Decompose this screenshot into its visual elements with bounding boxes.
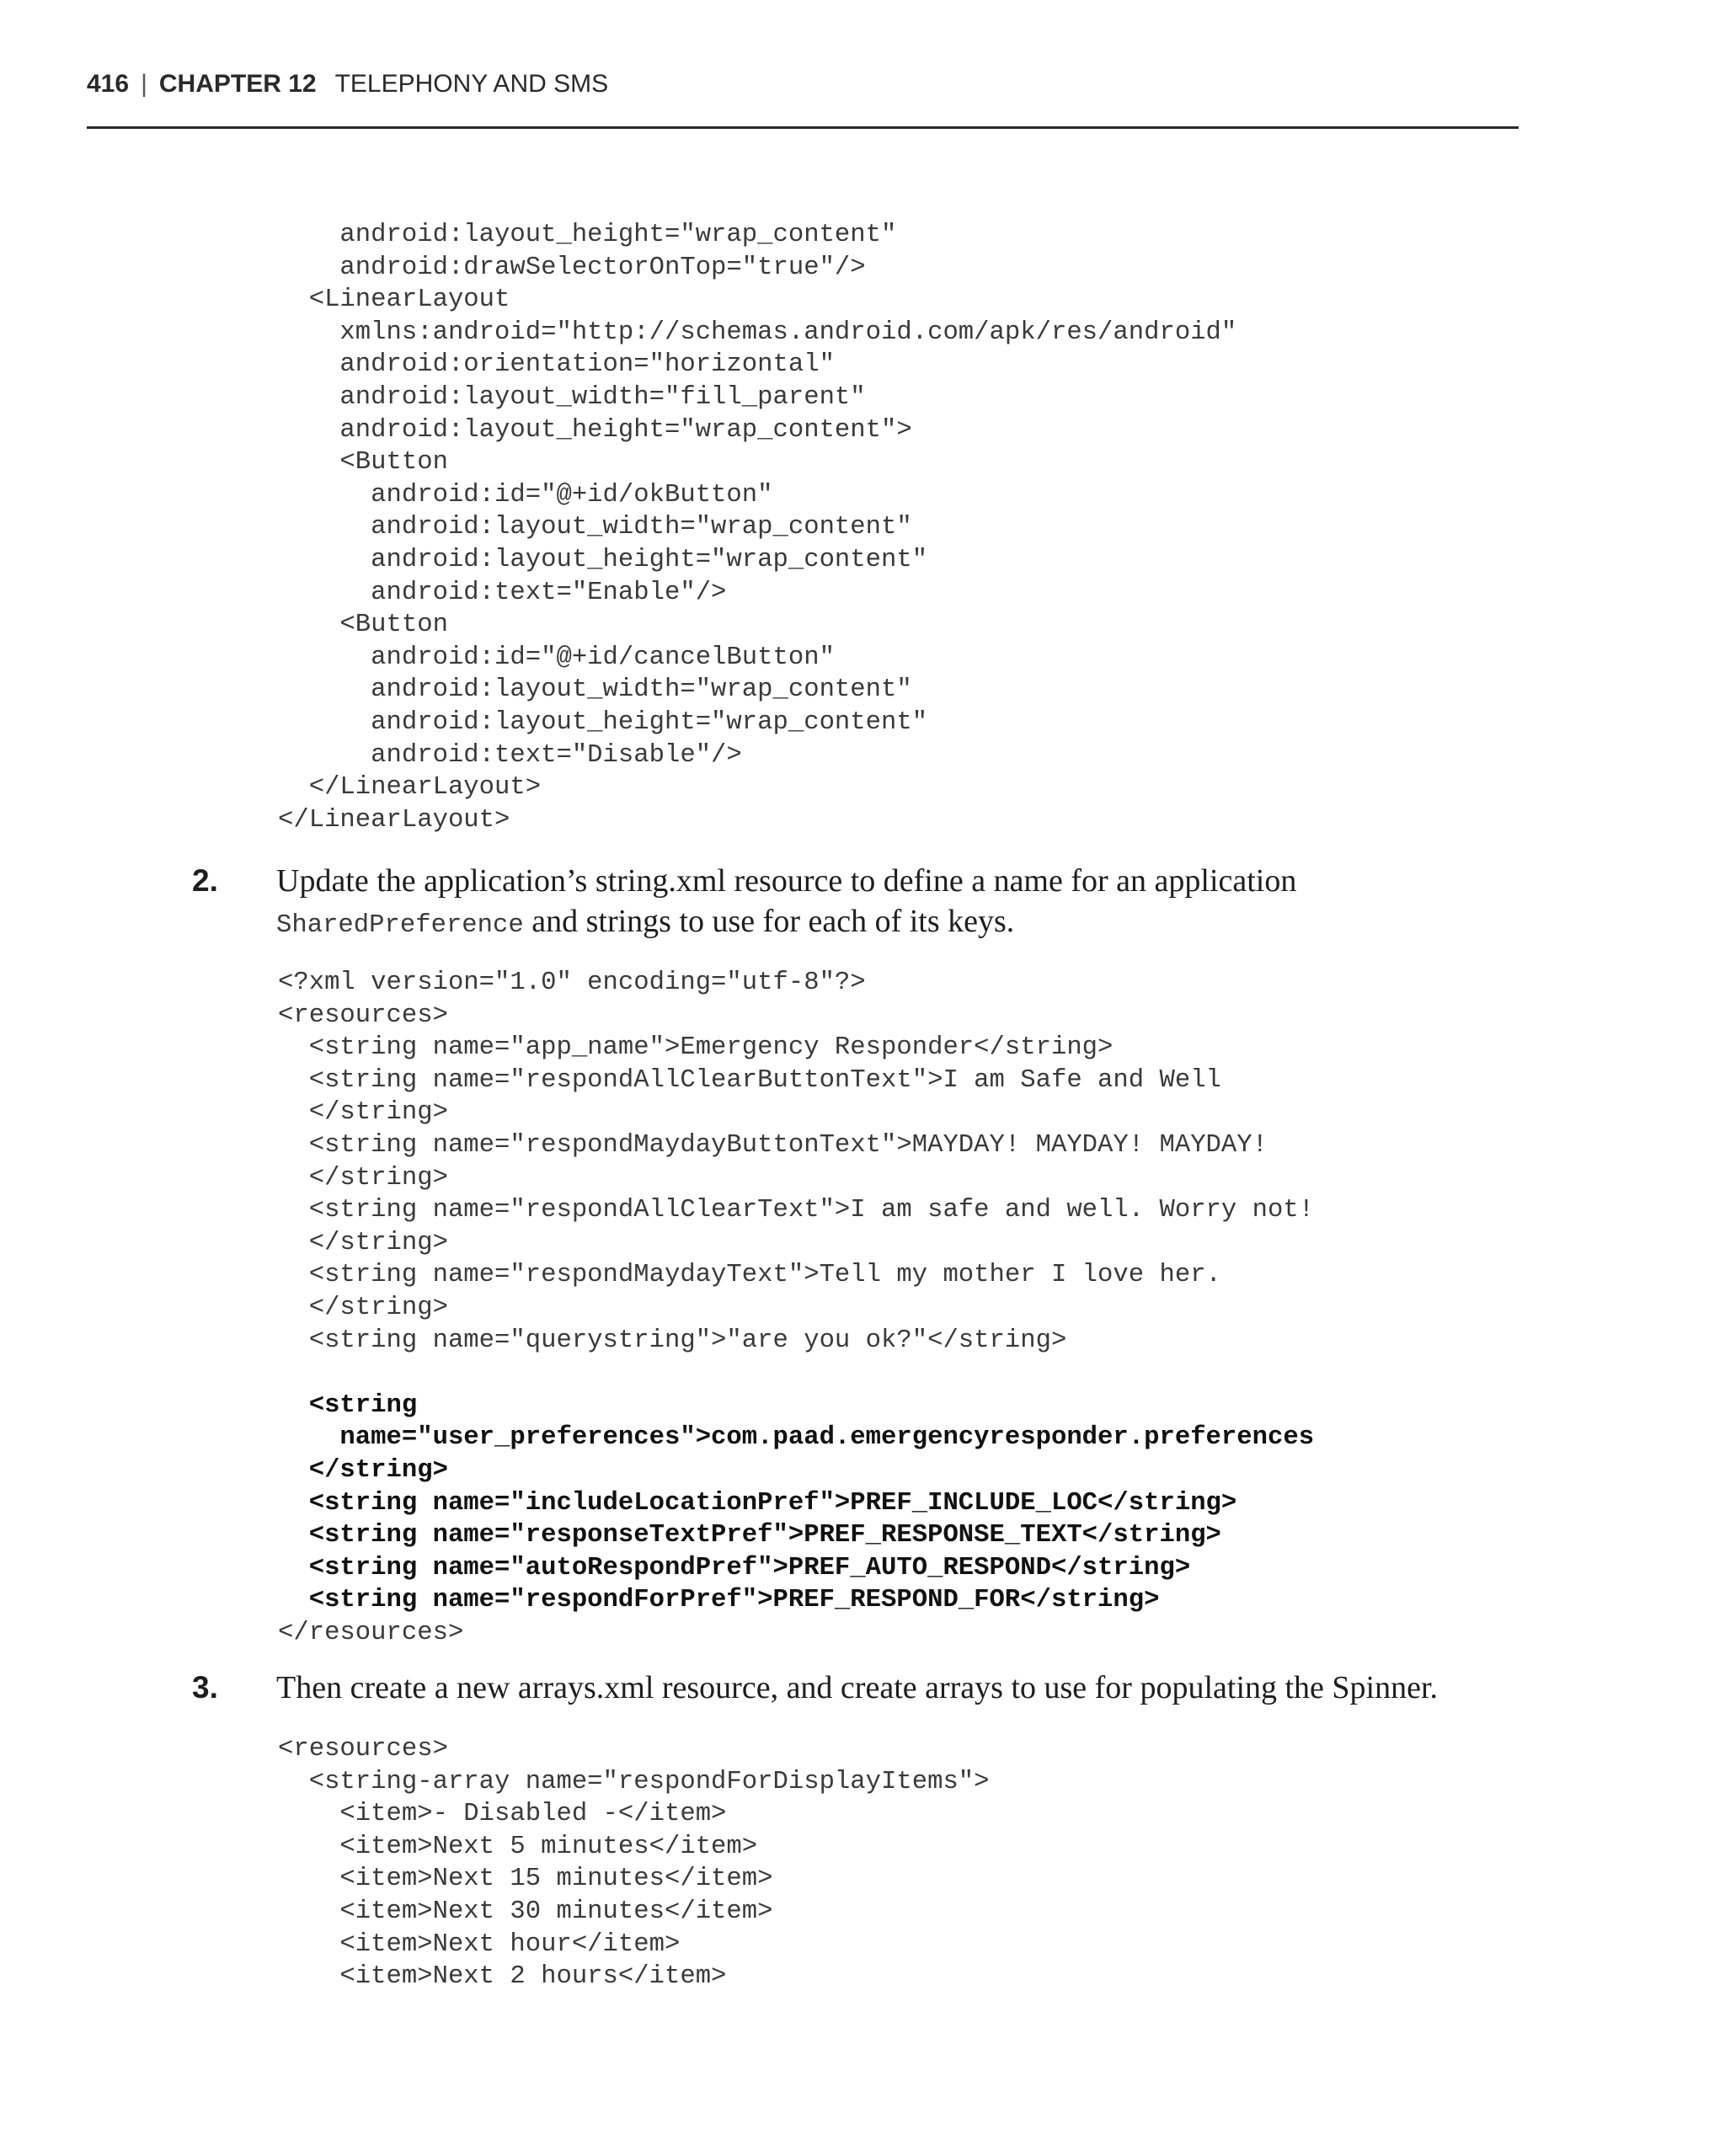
code-line: android:layout_height="wrap_content" bbox=[278, 707, 928, 737]
code-line: <resources> bbox=[278, 1001, 448, 1030]
header-rule bbox=[87, 126, 1519, 129]
code-line: android:layout_height="wrap_content" bbox=[278, 221, 897, 249]
code-block-arrays-xml bbox=[278, 1733, 990, 1993]
code-line: android:text="Enable"/> bbox=[278, 578, 727, 607]
code-line-highlighted: </string> bbox=[278, 1455, 448, 1485]
code-line: <item>Next 5 minutes</item> bbox=[278, 1832, 758, 1861]
step-2-text-after: and strings to use for each of its keys. bbox=[523, 904, 1015, 939]
code-line: <string name="respondMaydayText">Tell my mother I love her. bbox=[278, 1261, 1221, 1290]
code-line: android:id="@+id/okButton" bbox=[278, 480, 773, 510]
code-line: <string name="respondMaydayButtonText">MAYDAY! MAYDAY! MAYDAY! bbox=[278, 1130, 1268, 1160]
step-number-2: 2. bbox=[192, 863, 218, 898]
code-line: <item>Next hour</item> bbox=[278, 1929, 681, 1959]
code-line: <Button bbox=[278, 448, 448, 478]
code-line: xmlns:android="http://schemas.android.com/apk/res/android" bbox=[278, 318, 1237, 347]
code-line: <string name="querystring">"are you ok?"</string> bbox=[278, 1326, 1067, 1355]
code-line-highlighted: <string name="autoRespondPref">PREF_AUTO_RESPOND</string> bbox=[278, 1553, 1191, 1582]
chapter-label: CHAPTER 12 bbox=[158, 70, 317, 98]
code-line: </LinearLayout> bbox=[278, 773, 542, 803]
code-line: android:layout_width="wrap_content" bbox=[278, 675, 912, 705]
code-block-strings-xml bbox=[278, 967, 1314, 1649]
code-line-highlighted: <string name="respondForPref">PREF_RESPOND_FOR</string> bbox=[278, 1586, 1160, 1615]
code-line: android:layout_width="wrap_content" bbox=[278, 513, 912, 542]
code-line: <string-array name="respondForDisplayItems"> bbox=[278, 1767, 990, 1796]
code-line: android:layout_height="wrap_content" bbox=[278, 545, 928, 574]
code-line: <LinearLayout bbox=[278, 286, 510, 315]
code-line-highlighted: <string name="responseTextPref">PREF_RESPONSE_TEXT</string> bbox=[278, 1521, 1221, 1550]
code-line: </resources> bbox=[278, 1618, 464, 1647]
code-line: android:orientation="horizontal" bbox=[278, 350, 835, 380]
step-text-2 bbox=[276, 861, 1506, 946]
code-line: <resources> bbox=[278, 1735, 448, 1764]
code-line: <item>Next 15 minutes</item> bbox=[278, 1865, 773, 1894]
header-separator: | bbox=[141, 70, 147, 98]
step-text-3: Then create a new arrays.xml resource, and create arrays to use for populating the Spinner. bbox=[276, 1670, 1439, 1705]
code-line-highlighted: <string name="includeLocationPref">PREF_INCLUDE_LOC</string> bbox=[278, 1488, 1237, 1518]
code-line: <Button bbox=[278, 611, 448, 640]
chapter-title: TELEPHONY AND SMS bbox=[334, 70, 609, 98]
running-header bbox=[87, 64, 1519, 104]
code-line: </string> bbox=[278, 1098, 448, 1128]
code-line: android:layout_height="wrap_content"> bbox=[278, 415, 912, 445]
code-line-highlighted: name="user_preferences">com.paad.emergencyresponder.preferences bbox=[278, 1423, 1315, 1453]
code-line-highlighted: <string bbox=[278, 1390, 418, 1420]
code-line: </string> bbox=[278, 1293, 448, 1322]
code-line: <item>Next 2 hours</item> bbox=[278, 1962, 727, 1992]
code-line: <string name="respondAllClearButtonText">I am Safe and Well bbox=[278, 1065, 1221, 1095]
code-line: <?xml version="1.0" encoding="utf-8"?> bbox=[278, 969, 866, 997]
step-2-inline-code: SharedPreference bbox=[276, 911, 524, 940]
code-line: <item>Next 30 minutes</item> bbox=[278, 1897, 773, 1926]
page-number: 416 bbox=[87, 70, 130, 98]
step-number-3: 3. bbox=[192, 1670, 218, 1705]
code-line: android:text="Disable"/> bbox=[278, 740, 742, 770]
code-line: </string> bbox=[278, 1163, 448, 1193]
code-line: <string name="app_name">Emergency Responder</string> bbox=[278, 1033, 1114, 1063]
code-line: <string name="respondAllClearText">I am safe and well. Worry not! bbox=[278, 1196, 1315, 1225]
code-line: </LinearLayout> bbox=[278, 805, 510, 835]
code-block-layout-xml bbox=[278, 219, 1236, 836]
code-line: </string> bbox=[278, 1228, 448, 1257]
code-line: android:layout_width="fill_parent" bbox=[278, 382, 866, 412]
step-2-text-before: Update the application’s string.xml resource to define a name for an application bbox=[276, 863, 1297, 899]
code-line: <item>- Disabled -</item> bbox=[278, 1800, 727, 1829]
code-line: android:id="@+id/cancelButton" bbox=[278, 643, 835, 672]
code-line: android:drawSelectorOnTop="true"/> bbox=[278, 253, 866, 282]
